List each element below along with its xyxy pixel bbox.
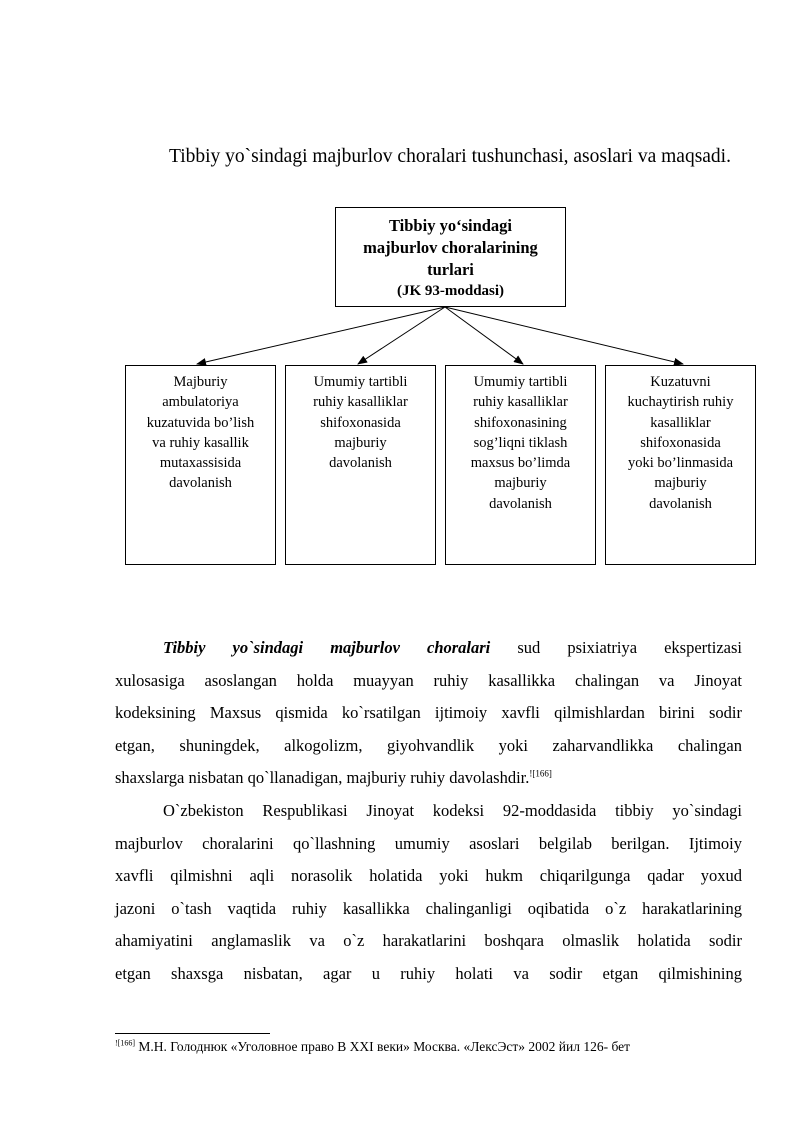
leaf-3-line: ruhiy kasalliklar bbox=[473, 394, 568, 411]
leaf-3-line: Umumiy tartibli bbox=[473, 374, 568, 390]
diagram-root-box bbox=[335, 207, 566, 307]
footnote bbox=[115, 1038, 630, 1056]
diagram-leaf-box-2 bbox=[285, 365, 436, 565]
defined-term: Tibbiy yo`sindagi majburlov choralari bbox=[163, 638, 491, 657]
arrow-to-leaf-4 bbox=[445, 307, 683, 364]
paragraph-line: kodeksining Maxsus qismida ko`rsatilgan ijtimoiy xavfli qilmishlardan birini sodir bbox=[115, 703, 742, 723]
arrow-to-leaf-1 bbox=[197, 307, 445, 364]
leaf-2-line: shifoxonasida bbox=[320, 414, 401, 431]
leaf-1-line: mutaxassisida bbox=[159, 455, 242, 472]
paragraph-line: xavfli qilmishni aqli norasolik holatida yoki hukm chiqarilgunga qadar yoxud bbox=[115, 866, 742, 886]
definition-paragraph bbox=[115, 632, 742, 795]
leaf-3-line: shifoxonasining bbox=[474, 414, 567, 431]
leaf-4-line: kasalliklar bbox=[650, 414, 711, 431]
footnote-text: М.Н. Голоднюк «Уголовное право В XXI веки» Москва. «ЛексЭст» 2002 йил 126- бет bbox=[135, 1039, 631, 1054]
arrow-to-leaf-3 bbox=[445, 307, 523, 364]
legal-basis-paragraph bbox=[115, 795, 742, 991]
leaf-4-line: Kuzatuvni bbox=[650, 374, 711, 390]
root-line-4: (JK 93-moddasi) bbox=[396, 283, 505, 299]
leaf-2-line: ruhiy kasalliklar bbox=[313, 394, 408, 411]
paragraph-line: O`zbekiston Respublikasi Jinoyat kodeksi 92-moddasida tibbiy yo`sindagi bbox=[163, 801, 742, 820]
root-line-3: turlari bbox=[427, 260, 474, 279]
leaf-1-line: ambulatoriya bbox=[162, 394, 239, 411]
paragraph-line: etgan shaxsga nisbatan, agar u ruhiy holati va sodir etgan qilmishining bbox=[115, 963, 742, 983]
leaf-4-line: davolanish bbox=[649, 495, 712, 512]
paragraph-line bbox=[115, 762, 742, 795]
leaf-4-line: majburiy bbox=[654, 475, 707, 492]
leaf-4-line: shifoxonasida bbox=[640, 434, 721, 451]
paragraph-line: majburlov choralarini qo`llashning umumiy asoslari belgilab berilgan. Ijtimoiy bbox=[115, 833, 742, 853]
paragraph-line: etgan, shuningdek, alkogolizm, giyohvandlik yoki zaharvandlikka chalingan bbox=[115, 735, 742, 755]
page-title: Tibbiy yo`sindagi majburlov choralari tushunchasi, asoslari va maqsadi. bbox=[169, 146, 731, 167]
footnote-reference[interactable]: ![166] bbox=[529, 768, 552, 779]
leaf-2-line: majburiy bbox=[334, 434, 387, 451]
root-line-1: Tibbiy yo‘sindagi bbox=[388, 216, 513, 235]
leaf-1-line: davolanish bbox=[169, 475, 232, 492]
leaf-3-line: maxsus bo’limda bbox=[470, 455, 571, 472]
paragraph-line: xulosasiga asoslangan holda muayyan ruhiy kasallikka chalingan va Jinoyat bbox=[115, 670, 742, 690]
footnote-marker: ![166] bbox=[115, 1038, 135, 1048]
leaf-4-line: kuchaytirish ruhiy bbox=[627, 394, 734, 411]
leaf-3-line: majburiy bbox=[494, 475, 547, 492]
paragraph-line bbox=[115, 632, 742, 665]
paragraph-text: shaxslarga nisbatan qo`llanadigan, majburiy ruhiy davolashdir. bbox=[115, 768, 530, 788]
paragraph-text: sud psixiatriya ekspertizasi bbox=[517, 638, 742, 657]
diagram-leaf-box-1 bbox=[125, 365, 276, 565]
leaf-1-line: kuzatuvida bo’lish bbox=[146, 414, 255, 431]
paragraph-line: ahamiyatini anglamaslik va o`z harakatlarini boshqara olmaslik holatida sodir bbox=[115, 931, 742, 951]
diagram-leaf-box-4 bbox=[605, 365, 756, 565]
arrow-to-leaf-2 bbox=[358, 307, 445, 364]
paragraph-line: jazoni o`tash vaqtida ruhiy kasallikka chalinganligi oqibatida o`z harakatlarining bbox=[115, 898, 742, 918]
diagram-leaf-box-3 bbox=[445, 365, 596, 565]
root-line-2: majburlov choralarining bbox=[363, 238, 538, 257]
leaf-4-line: yoki bo’linmasida bbox=[627, 455, 734, 472]
leaf-3-line: sog’liqni tiklash bbox=[473, 434, 568, 451]
leaf-1-line: va ruhiy kasallik bbox=[152, 434, 249, 451]
leaf-1-line: Majburiy bbox=[173, 374, 228, 390]
footnote-divider bbox=[115, 1033, 270, 1034]
leaf-2-line: Umumiy tartibli bbox=[313, 374, 408, 390]
leaf-3-line: davolanish bbox=[489, 495, 552, 512]
leaf-2-line: davolanish bbox=[329, 455, 392, 472]
